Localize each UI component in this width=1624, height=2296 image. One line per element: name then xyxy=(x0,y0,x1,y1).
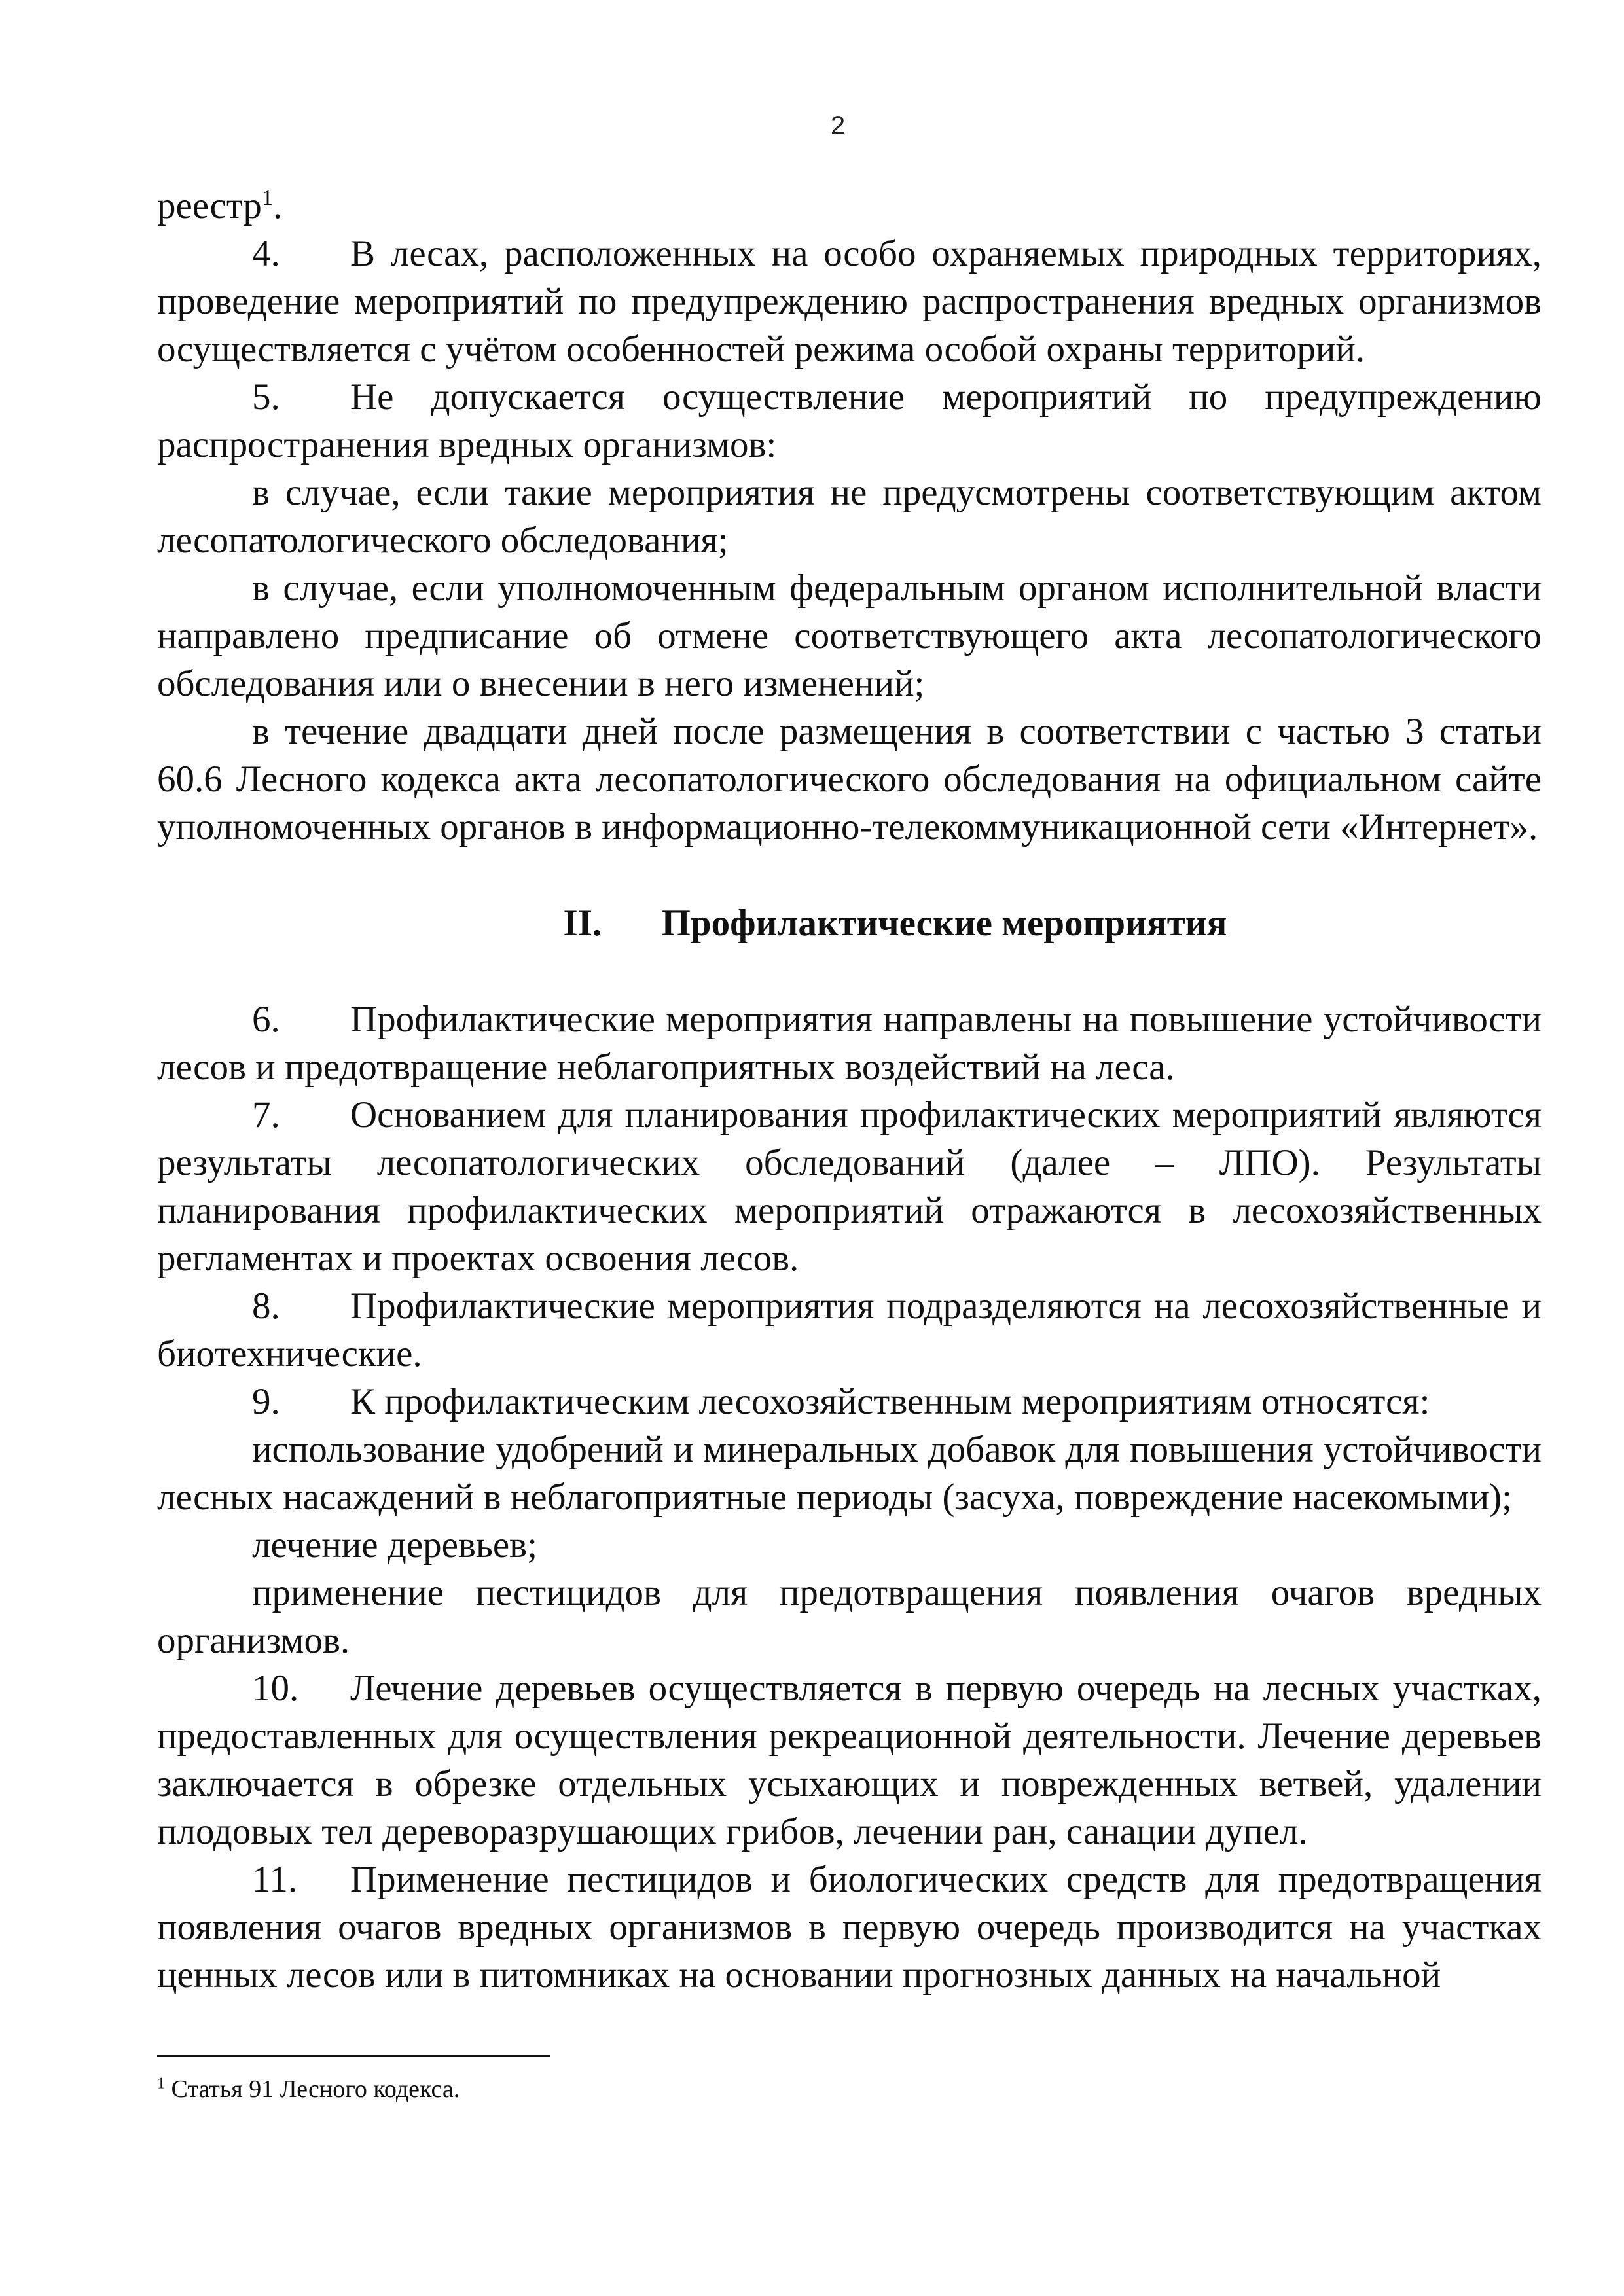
paragraph-number: 5. xyxy=(252,376,280,418)
paragraph-text: Профилактические мероприятия направлены на повышение устойчивости лесов и предотвращение неблагоприятных воздействий на леса. xyxy=(157,999,1542,1088)
list-item: использование удобрений и минеральных добавок для повышения устойчивости лесных насаждений в неблагоприятные периоды (засуха, повреждение насекомыми); xyxy=(157,1429,1542,1518)
section-number: II. xyxy=(563,903,602,944)
paragraph-8 xyxy=(157,1282,1542,1378)
paragraph-text: Не допускается осуществление мероприятий по предупреждению распространения вредных организмов: xyxy=(157,376,1542,465)
paragraph-text: Основанием для планирования профилактических мероприятий являются результаты лесопатологических обследований (далее – ЛПО). Результаты планирования профилактических мероприятий отражаются в лесохозяйственных регламентах и проектах освоения лесов. xyxy=(157,1094,1542,1279)
footnote-reference: 1 xyxy=(261,186,273,210)
paragraph-number: 7. xyxy=(252,1094,280,1136)
paragraph-5 xyxy=(157,373,1542,469)
punctuation: . xyxy=(272,185,283,226)
paragraph-continuation xyxy=(157,182,1542,230)
footnote-text: Статья 91 Лесного кодекса. xyxy=(171,2075,460,2103)
document-body xyxy=(157,182,1542,1999)
paragraph-number: 11. xyxy=(252,1859,298,1900)
paragraph-text: Профилактические мероприятия подразделяются на лесохозяйственные и биотехнические. xyxy=(157,1285,1542,1374)
footnote-mark: 1 xyxy=(157,2075,165,2092)
paragraph-text: Лечение деревьев осуществляется в первую очередь на лесных участках, предоставленных для осуществления рекреационной деятельности. Лечение деревьев заключается в обрезке отдельных усыхающих и поврежденных ветвей, удалении плодовых тел дереворазрушающих грибов, лечении ран, санации дупел. xyxy=(157,1668,1542,1852)
list-item: лечение деревьев; xyxy=(252,1524,537,1566)
footnote xyxy=(157,2073,460,2105)
page-number: 2 xyxy=(830,111,846,140)
paragraph-number: 10. xyxy=(252,1668,299,1709)
paragraph-11 xyxy=(157,1856,1542,1999)
paragraph-text: В лесах, расположенных на особо охраняемых природных территориях, проведение мероприятий по предупреждению распространения вредных организмов осуществляется с учётом особенностей режима особой охраны территорий. xyxy=(157,233,1542,370)
paragraph-4 xyxy=(157,230,1542,373)
list-item: применение пестицидов для предотвращения появления очагов вредных организмов. xyxy=(157,1572,1542,1661)
paragraph-number: 4. xyxy=(252,233,280,274)
list-item: в случае, если уполномоченным федеральным органом исполнительной власти направлено предписание об отмене соответствующего акта лесопатологического обследования или о внесении в него изменений; xyxy=(157,567,1542,704)
paragraph-number: 9. xyxy=(252,1381,280,1422)
paragraph-6 xyxy=(157,996,1542,1091)
paragraph-7 xyxy=(157,1091,1542,1282)
paragraph-number: 6. xyxy=(252,999,280,1040)
paragraph-text: реестр xyxy=(157,185,262,226)
paragraph-10 xyxy=(157,1664,1542,1856)
list-item: в случае, если такие мероприятия не предусмотрены соответствующим актом лесопатологического обследования; xyxy=(157,472,1542,561)
section-title: Профилактические мероприятия xyxy=(661,903,1227,944)
list-item: в течение двадцати дней после размещения в соответствии с частью 3 статьи 60.6 Лесного кодекса акта лесопатологического обследования на официальном сайте уполномоченных органов в информационно-телекоммуникационной сети «Интернет». xyxy=(157,711,1542,848)
section-heading xyxy=(157,899,1542,947)
paragraph-9 xyxy=(157,1378,1542,1426)
footnote-divider xyxy=(157,2055,550,2057)
paragraph-text: Применение пестицидов и биологических средств для предотвращения появления очагов вредных организмов в первую очередь производится на участках ценных лесов или в питомниках на основании прогнозных данных на начальной xyxy=(157,1859,1542,1996)
paragraph-number: 8. xyxy=(252,1285,280,1327)
paragraph-text: К профилактическим лесохозяйственным мероприятиям относятся: xyxy=(350,1381,1430,1422)
